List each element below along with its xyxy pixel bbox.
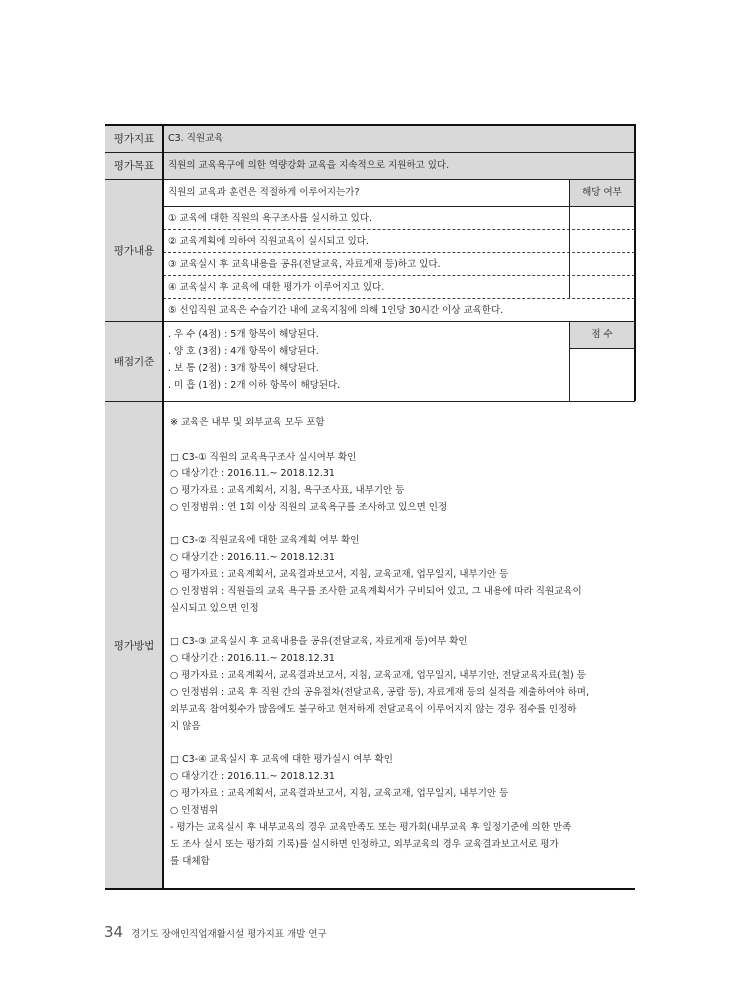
scoring-item: . 양 호 (3점) : 4개 항목이 해당된다. (168, 346, 319, 357)
method-line: - 평가는 교육실시 후 내부교육의 경우 교육만족도 또는 평가회(내부교육 후 일정기준에 의한 만족 (170, 822, 572, 833)
content-item: ④ 교육실시 후 교육에 대한 평가가 이루어지고 있다. (168, 282, 385, 293)
method-line: □ C3-② 직원교육에 대한 교육계획 여부 확인 (170, 535, 360, 546)
content-item: ② 교육계획에 의하여 직원교육이 실시되고 있다. (168, 236, 369, 247)
top-border (105, 124, 635, 126)
scoring-item: . 우 수 (4점) : 5개 항목이 해당된다. (168, 329, 319, 340)
scoring-item: . 보 통 (2점) : 3개 항목이 해당된다. (168, 363, 319, 374)
content-item: ③ 교육실시 후 교육내용을 공유(전달교육, 자료게재 등)하고 있다. (168, 259, 441, 270)
bottom-border (105, 888, 635, 890)
label-indicator: 평가지표 (113, 132, 155, 145)
rule-q (163, 206, 635, 207)
method-line: □ C3-① 직원의 교육욕구조사 실시여부 확인 (170, 452, 357, 463)
method-line: ○ 평가자료 : 교육계획서, 교육결과보고서, 지침, 교육교재, 업무일지, 내부기안, 전달교육자료(철) 등 (170, 670, 586, 681)
goal-value: 직원의 교육욕구에 의한 역량강화 교육을 지속적으로 지원하고 있다. (168, 160, 450, 171)
method-line: □ C3-③ 교육실시 후 교육내용을 공유(전달교육, 자료게재 등)여부 확인 (170, 636, 468, 647)
label-goal: 평가목표 (113, 160, 155, 172)
method-line: ○ 평가자료 : 교육계획서, 교육결과보고서, 지침, 교육교재, 업무일지, 내부기안 등 (170, 569, 509, 580)
page-number: 34 (104, 923, 124, 941)
rule-r4 (105, 401, 635, 402)
evaluation-table (105, 124, 635, 890)
method-line: ○ 대상기간 : 2016.11.~ 2018.12.31 (170, 653, 335, 664)
rule-score (569, 348, 635, 349)
dash-2 (163, 252, 635, 253)
scoring-item: . 미 흡 (1점) : 2개 이하 항목이 해당된다. (168, 380, 341, 391)
method-line: □ C3-④ 교육실시 후 교육에 대한 평가실시 여부 확인 (170, 754, 393, 765)
dash-1 (163, 229, 635, 230)
score-header: 점 수 (591, 329, 613, 340)
method-line: ○ 인정범위 : 연 1회 이상 직원의 교육욕구를 조사하고 있으면 인정 (170, 502, 448, 513)
method-line: ○ 인정범위 : 교육 후 직원 간의 공유절차(전달교육, 공람 등), 자료게재 등의 실적을 제출하여야 하며, (170, 687, 589, 698)
method-line: ○ 대상기간 : 2016.11.~ 2018.12.31 (170, 552, 335, 563)
method-line: 지 않음 (170, 721, 201, 732)
page-footer (104, 923, 327, 941)
content-item: ⑤ 신입직원 교육은 수습기간 내에 교육지침에 의해 1인당 30시간 이상 교육한다. (168, 305, 504, 316)
dash-3 (163, 275, 635, 276)
method-line: ○ 인정범위 (170, 805, 219, 816)
method-line: ○ 평가자료 : 교육계획서, 지침, 욕구조사표, 내부기안 등 (170, 485, 405, 496)
rule-r2 (105, 179, 635, 180)
label-method: 평가방법 (113, 640, 155, 652)
content-question: 직원의 교육과 훈련은 적절하게 이루어지는가? (168, 187, 360, 198)
label-scoring: 배점기준 (113, 355, 155, 368)
footer-title: 경기도 장애인직업재활시설 평가지표 개발 연구 (131, 929, 327, 940)
method-line: 도 조사 실시 또는 평가회 기록)를 실시하면 인정하고, 외부교육의 경우 교육결과보고서로 평가 (170, 839, 559, 850)
method-line: ○ 평가자료 : 교육계획서, 교육결과보고서, 지침, 교육교재, 업무일지, 내부기안 등 (170, 788, 509, 799)
method-line: 실시되고 있으면 인정 (170, 603, 259, 614)
dash-4 (163, 298, 635, 299)
method-line: ○ 대상기간 : 2016.11.~ 2018.12.31 (170, 468, 335, 479)
label-content: 평가내용 (113, 244, 155, 257)
method-line: ○ 대상기간 : 2016.11.~ 2018.12.31 (170, 771, 335, 782)
right-border (634, 124, 636, 401)
method-line: ※ 교육은 내부 및 외부교육 모두 포함 (170, 417, 325, 428)
rule-r1 (105, 152, 635, 153)
method-line: 를 대체함 (170, 856, 210, 867)
applicable-header: 해당 여부 (582, 187, 622, 198)
indicator-value: C3. 직원교육 (168, 133, 224, 144)
method-line: 외부교육 참여횟수가 많음에도 불구하고 현저하게 전달교육이 이루어지지 않는 경우 점수를 인정하 (170, 704, 577, 715)
rule-r3 (105, 321, 635, 322)
method-line: ○ 인정범위 : 직원들의 교육 욕구를 조사한 교육계획서가 구비되어 있고, 그 내용에 따라 직원교육이 (170, 586, 582, 597)
content-item: ① 교육에 대한 직원의 욕구조사를 실시하고 있다. (168, 213, 373, 224)
